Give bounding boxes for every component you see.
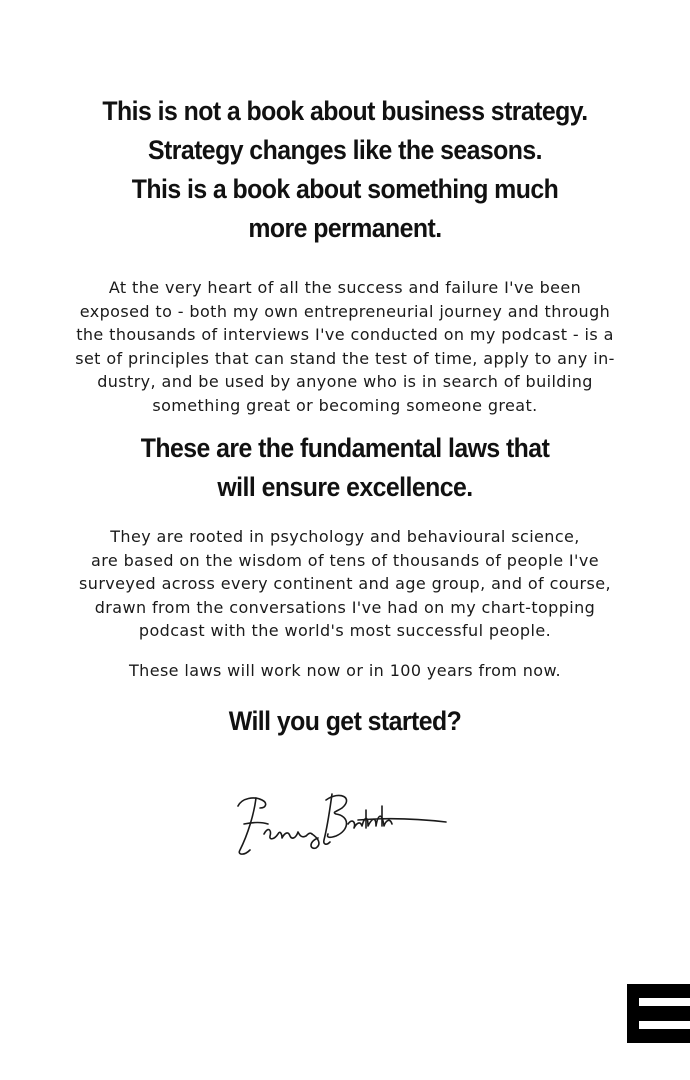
paragraph-line: At the very heart of all the success and failure I've been [108,278,582,297]
headline-line: more permanent. [248,213,442,243]
paragraph-line: drawn from the conversations I've had on my chart-topping [94,597,596,617]
headline-line: Will you get started? [228,706,462,736]
headline-line: These are the fundamental laws that [140,433,550,463]
paragraph-roots [0,525,690,643]
headline-line: This is a book about something much [131,174,559,204]
paragraph-line: are based on the wisdom of tens of thousands of people I've [91,550,599,570]
headline-line: will ensure excellence. [217,472,473,502]
headline-line: Strategy changes like the seasons. [147,135,543,165]
paragraph-line: something great or becoming someone great. [152,395,538,415]
paragraph-line: set of principles that can stand the test of time, apply to any in- [75,348,615,368]
signature-stroke [311,834,319,848]
paragraph-timeless [0,659,690,683]
publisher-logo-icon [627,984,690,1043]
headline-laws [28,429,663,507]
paragraph-line: dustry, and be used by anyone who is in search of building [97,372,593,392]
signature-stroke [238,798,266,808]
paragraph-line: They are rooted in psychology and behavioural science, [110,527,580,546]
headline-intro [28,92,663,248]
paragraph-line: podcast with the world's most successful people. [138,621,552,641]
headline-line: This is not a book about business strategy. [102,96,588,126]
headline-call-to-action [28,702,663,741]
author-signature [232,784,452,864]
signature-stroke [264,830,312,839]
paragraph-line: These laws will work now or in 100 years from now. [128,661,561,680]
paragraph-line: surveyed across every continent and age group, and of course, [79,574,611,594]
signature-stroke [244,823,268,825]
paragraph-line: exposed to - both my own entrepreneurial journey and through [79,301,611,321]
paragraph-principles [0,276,690,418]
paragraph-line: the thousands of interviews I've conducted on my podcast - is a [76,325,614,345]
signature-stroke [239,798,256,854]
